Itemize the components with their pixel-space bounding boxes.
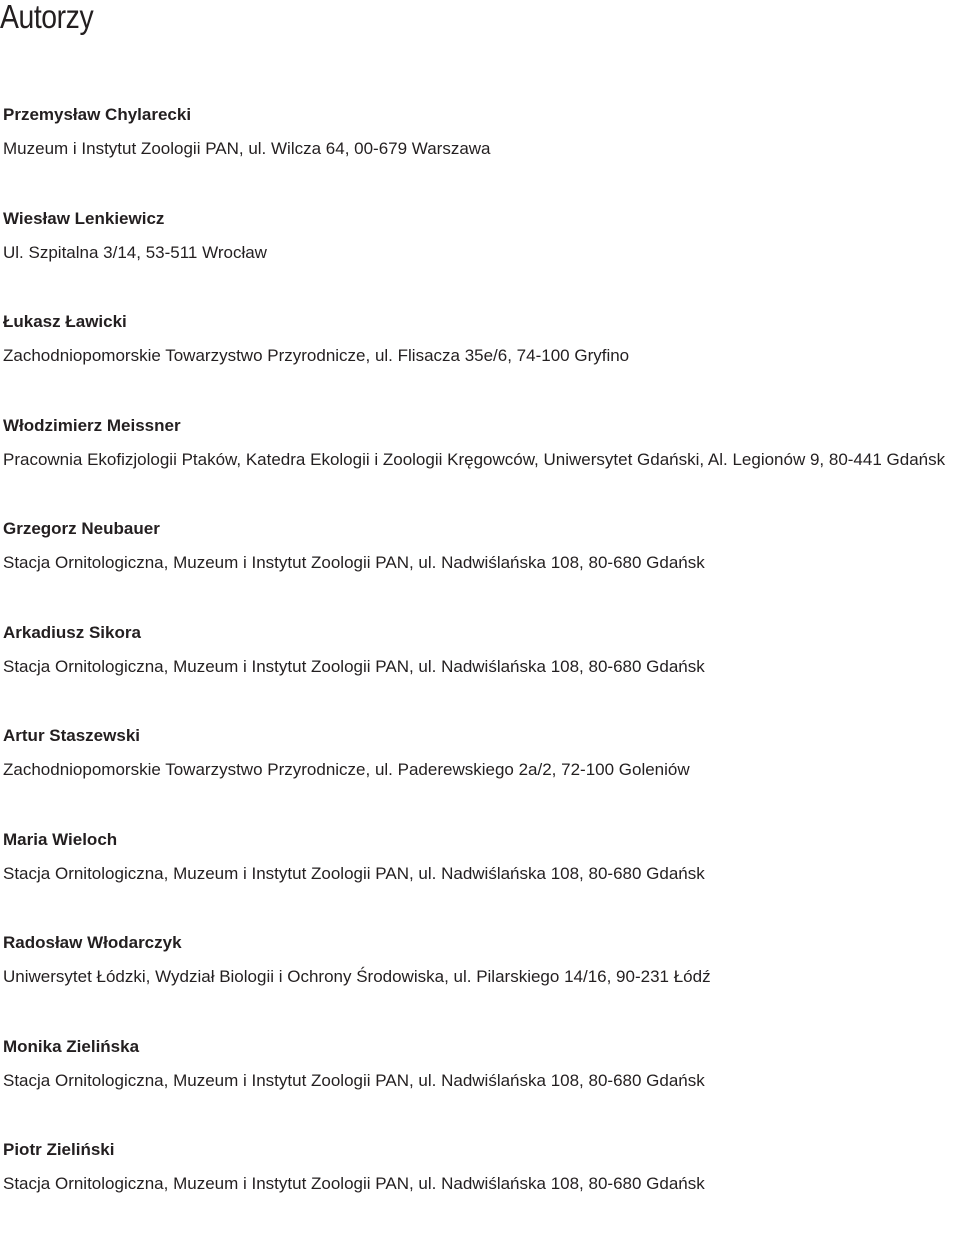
author-name: Łukasz Ławicki xyxy=(3,312,127,331)
author-name: Maria Wieloch xyxy=(3,829,118,849)
author-entry xyxy=(3,100,960,204)
author-affiliation: Stacja Ornitologiczna, Muzeum i Instytut Zoologii PAN, ul. Nadwiślańska 108, 80-680 Gdańsk xyxy=(3,863,705,883)
author-entry xyxy=(3,411,960,515)
author-entry xyxy=(3,204,960,308)
author-entry xyxy=(3,514,960,618)
author-affiliation: Muzeum i Instytut Zoologii PAN, ul. Wilcza 64, 00-679 Warszawa xyxy=(3,139,491,158)
author-name: Przemysław Chylarecki xyxy=(3,105,192,124)
page-title: Autorzy xyxy=(0,0,94,35)
author-entry xyxy=(3,307,960,411)
author-affiliation: Zachodniopomorskie Towarzystwo Przyrodnicze, ul. Paderewskiego 2a/2, 72-100 Goleniów xyxy=(3,760,690,779)
author-entry xyxy=(3,618,960,722)
author-name: Artur Staszewski xyxy=(3,726,140,745)
author-affiliation: Pracownia Ekofizjologii Ptaków, Katedra Ekologii i Zoologii Kręgowców, Uniwersytet Gdański, Al. Legionów 9, 80-441 Gdańsk xyxy=(3,449,946,469)
author-entry xyxy=(3,1032,960,1136)
author-name: Wiesław Lenkiewicz xyxy=(3,208,165,228)
author-affiliation: Uniwersytet Łódzki, Wydział Biologii i Ochrony Środowiska, ul. Pilarskiego 14/16, 90-231 Łódź xyxy=(3,967,711,986)
author-affiliation: Stacja Ornitologiczna, Muzeum i Instytut Zoologii PAN, ul. Nadwiślańska 108, 80-680 Gdańsk xyxy=(3,1174,705,1193)
author-affiliation: Stacja Ornitologiczna, Muzeum i Instytut Zoologii PAN, ul. Nadwiślańska 108, 80-680 Gdańsk xyxy=(3,656,705,676)
author-name: Radosław Włodarczyk xyxy=(3,933,182,952)
author-entry xyxy=(3,721,960,825)
author-name: Grzegorz Neubauer xyxy=(3,519,160,538)
author-affiliation: Zachodniopomorskie Towarzystwo Przyrodnicze, ul. Flisacza 35e/6, 74-100 Gryfino xyxy=(3,346,630,365)
author-entry xyxy=(3,928,960,1032)
author-list xyxy=(3,100,960,1239)
author-name: Piotr Zieliński xyxy=(3,1140,115,1159)
author-name: Włodzimierz Meissner xyxy=(3,415,181,435)
author-name: Arkadiusz Sikora xyxy=(3,622,141,642)
author-name: Monika Zielińska xyxy=(3,1036,140,1056)
author-entry xyxy=(3,1135,960,1239)
author-affiliation: Ul. Szpitalna 3/14, 53-511 Wrocław xyxy=(3,242,267,262)
author-entry xyxy=(3,825,960,929)
author-affiliation: Stacja Ornitologiczna, Muzeum i Instytut Zoologii PAN, ul. Nadwiślańska 108, 80-680 Gdańsk xyxy=(3,553,705,572)
author-affiliation: Stacja Ornitologiczna, Muzeum i Instytut Zoologii PAN, ul. Nadwiślańska 108, 80-680 Gdańsk xyxy=(3,1070,705,1090)
